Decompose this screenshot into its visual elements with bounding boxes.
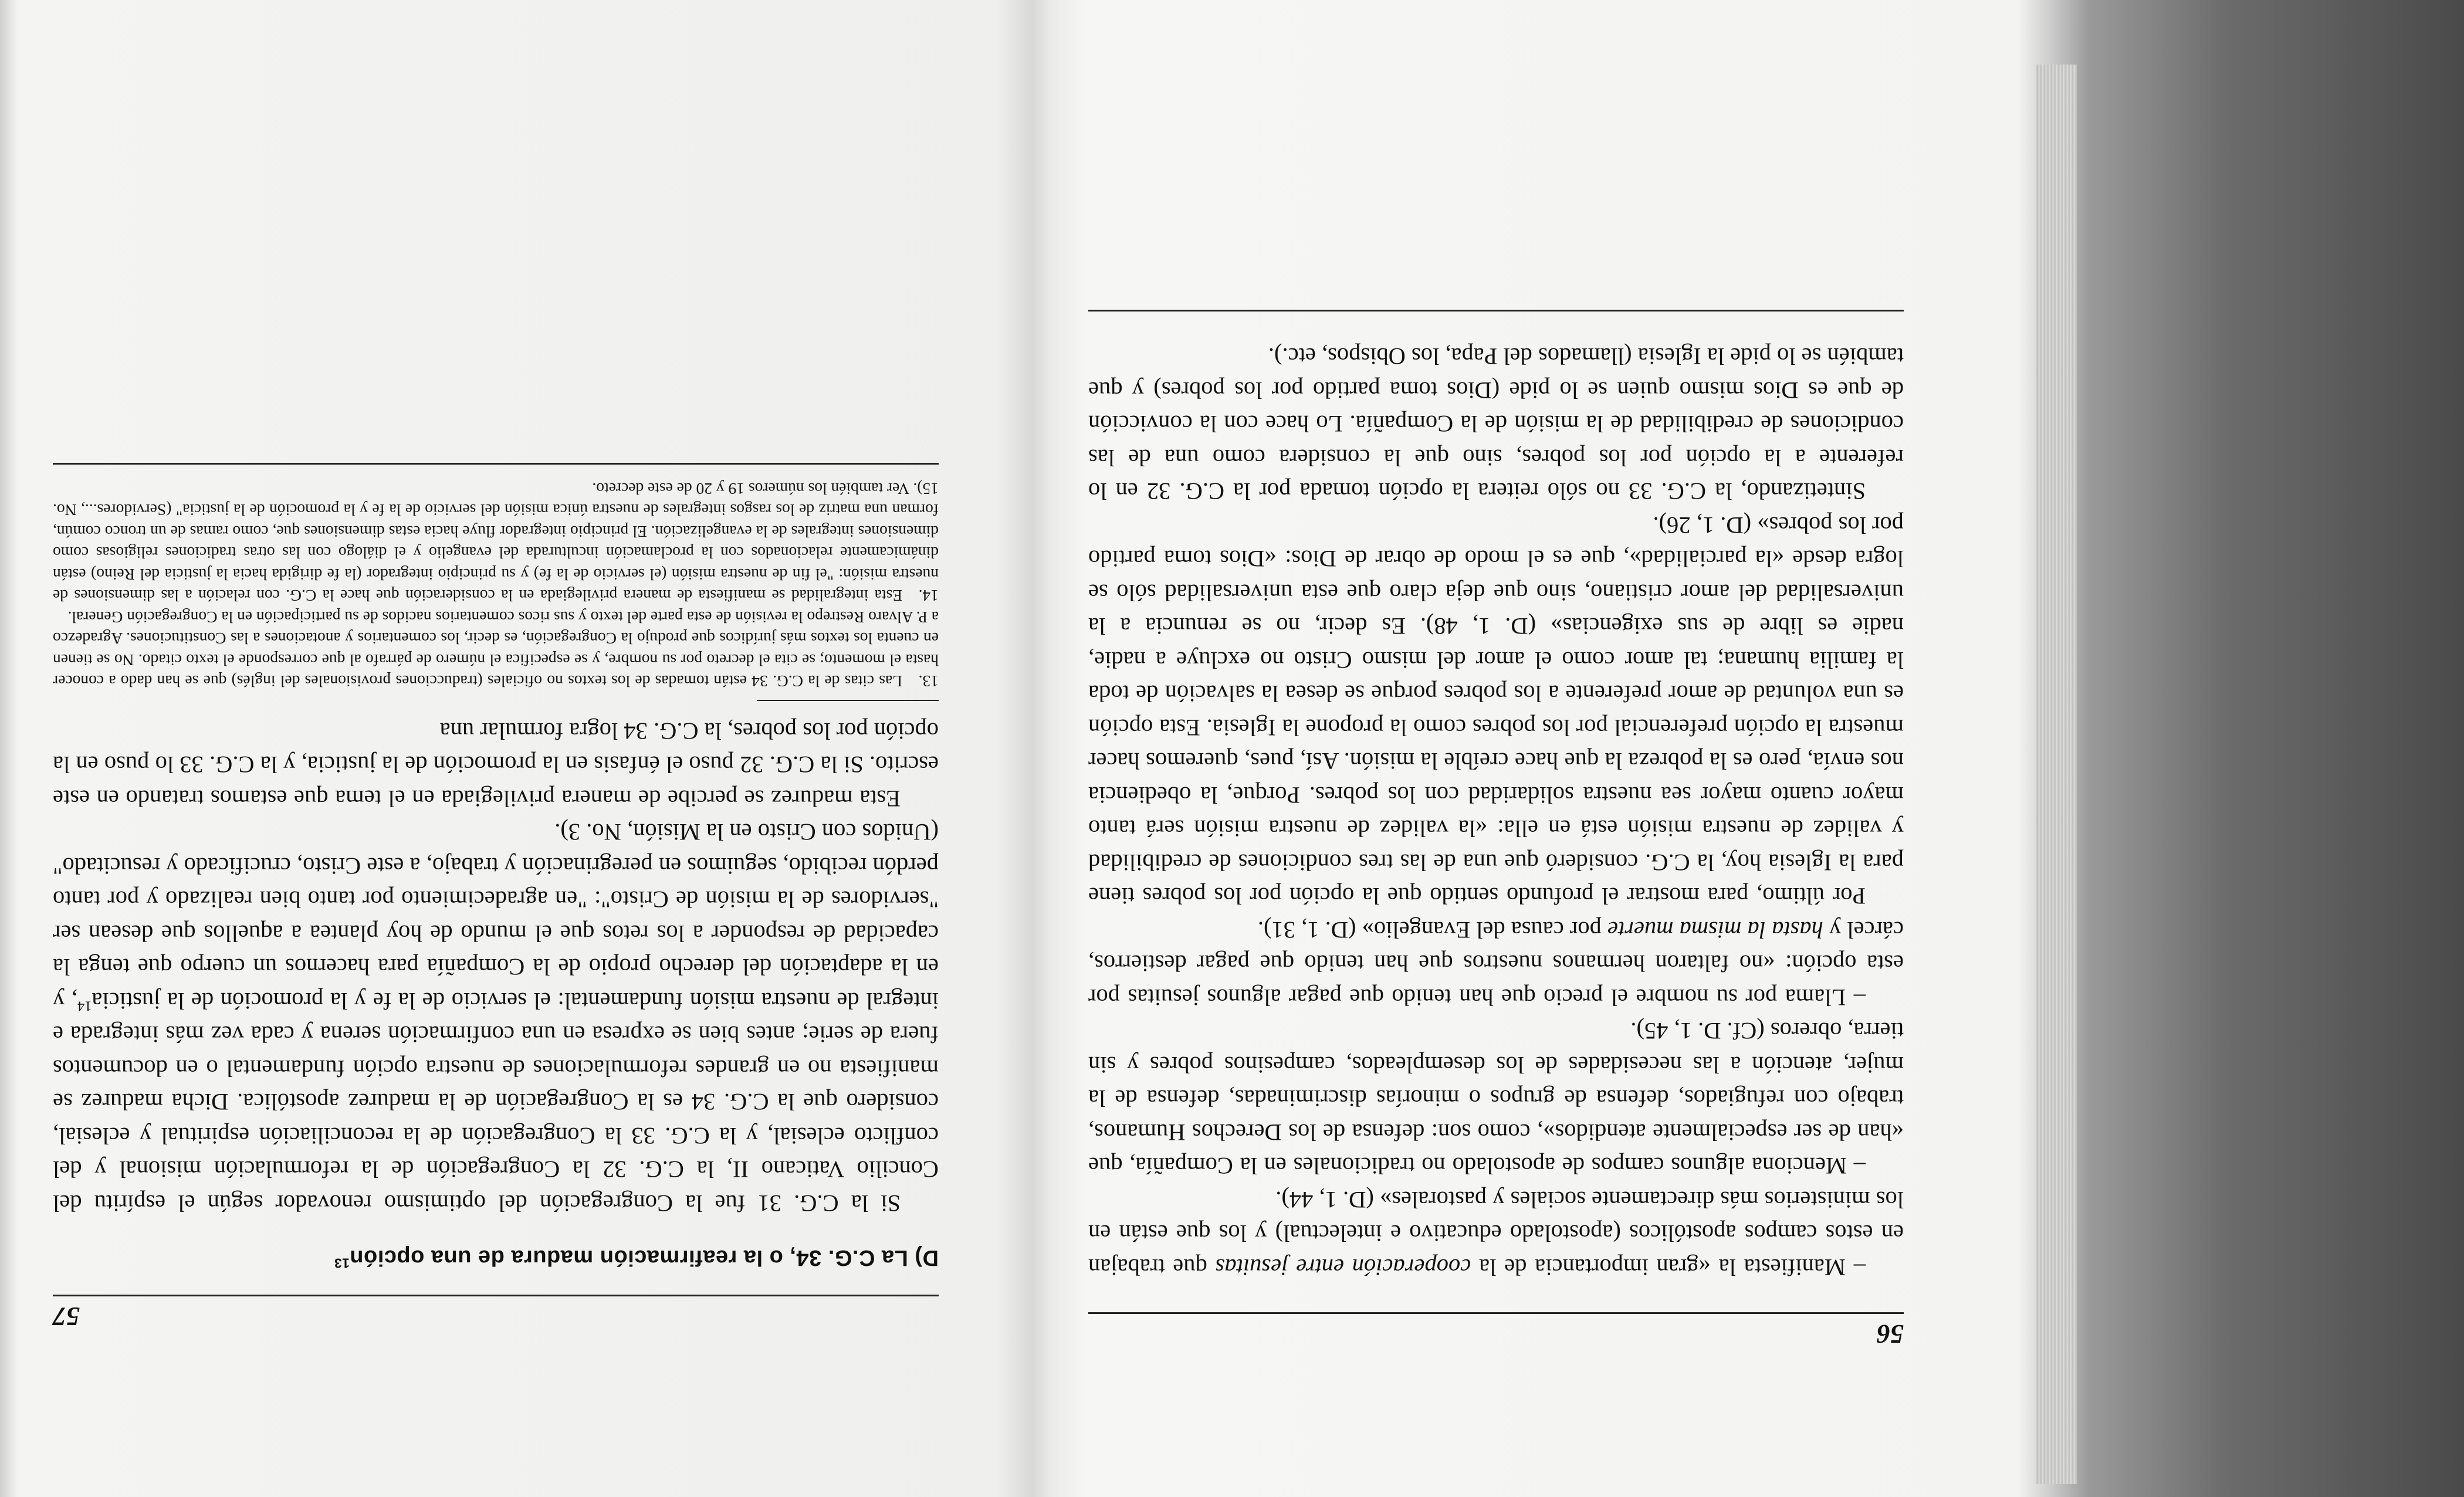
section-heading: D) La C.G. 34, o la reafirmación madura de una opción$^{13}$ — [334, 1245, 939, 1271]
page-number: 57 — [53, 1302, 80, 1332]
paragraph: Esta madurez se percibe de manera privilegiada en el tema que estamos tratando en este escrito. Si la C.G. 32 puso el énfasis en la promoción de la justicia, y la C.G. 33 lo puso en la opción por los pobres, la C.G. 34 logra formular una — [53, 718, 939, 812]
body-text — [1088, 340, 1904, 1284]
footnote-ref: 14 — [77, 998, 92, 1014]
running-header — [1088, 1314, 1904, 1355]
footnote-rule — [757, 700, 939, 702]
header-rule — [53, 1295, 939, 1296]
footnote: 13.Las citas de la C.G. 34 están tomadas de los textos no oficiales (traducciones provisionales del inglés) que se han dado a conocer hasta el momento; se cita el decreto por su nombre, y se especifica el número de párrafo al que corresponde el texto citado. No se tienen en cuenta los textos más jurídicos que produjo la Congregación, es decir, los comentarios y anotaciones a las Constituciones. Agradezco a P. Alvaro Restrepo la revisión de esta parte del texto y sus ricos comentarios nacidos de su participación en la Congregación General. — [53, 608, 939, 691]
paragraph: Si la C.G. 31 fue la Congregación del optimismo renovador según el espíritu del Concilio Vaticano II, la C.G. 32 la Congregación de la reformulación misional y del conflicto eclesial, y la C.G. 33 la Congregación de la reconciliación espiritual y eclesial, considero que la C.G. 34 es la Congregación de la madurez apostólica. Dicha madurez se manifiesta no en grandes reformulaciones de nuestra opción fundamental o en documentos fuera de serie; antes bien se expresa en una confirmación serena y cada vez más integrada e integral de nuestra misión fundamental: el servicio de la fe y la promoción de la justicia$^{14}$, y en la adaptación del derecho propio de la Compañía para hacernos un cuerpo que tenga la capacidad de responder a los retos que el mundo de hoy plantea a aquellos que desean ser "servidores de la misión de Cristo": "en agradecimiento por tanto bien realizado y por tanto perdón recibido, seguimos en peregrinación y trabajo, a este Cristo, crucificado y resucitado" (Unidos con Cristo en la Misión, No. 3). — [53, 819, 939, 1217]
page-56 — [1088, 188, 1904, 1355]
paragraph: Sintetizando, la C.G. 33 no sólo reitera la opción tomada por la C.G. 32 en lo referente a la opción por los pobres, sino que la considera como una de las condiciones de credibilidad de la misión de la Compañía. Lo hace con la convicción de que es Dios mismo quien se lo pide (Dios toma partido por los pobres) y que también se lo pide la Iglesia (llamados del Papa, los Obispos, etc.). — [1088, 343, 1904, 505]
paragraph: Por último, para mostrar el profundo sentido que la opción por los pobres tiene para la Iglesia hoy, la C.G. consideró que una de las tres condiciones de credibilidad y validez de nuestra misión está en ella: «la validez de nuestra misión será tanto mayor cuanto mayor sea nuestra solidaridad con los pobres. Porque, la obediencia nos envía, pero es la pobreza la que hace creíble la misión. Así, pues, queremos hacer muestra la opción preferencial por los pobres como la propone la Iglesia. Esta opción es una voluntad de amor preferente a los pobres porque se desea la salvación de toda la familia humana; tal amor como el amor del mismo Cristo no excluye a nadie, nadie es libre de sus exigencias» (D. 1, 48). Es decir, no se renuncia a la universalidad del amor cristiano, sino que deja claro que esta universalidad sólo se logra desde «la parcialidad», que es el modo de obrar de Dios: «Dios toma partido por los pobres» (D. 1, 26). — [1088, 512, 1904, 910]
left-edge-shadow — [0, 0, 18, 1497]
body-text — [53, 714, 939, 1221]
page-number: 56 — [1877, 1319, 1904, 1350]
footnote: 14.Esta integralidad se manifiesta de manera privilegiada en la consideración que hace la C.G. con relación a las dimensiones de nuestra misión: "el fin de nuestra misión (el servicio de la fe) y su principio integrador (la fe dirigida hacia la justicia del Reino) están dinámicamente relacionados con la proclamación inculturada del evangelio y el diálogo con las otras tradiciones religiosas como dimensiones integrales de la evangelización. El principio integrador fluye hacia estas dimensiones que, como ramas de un tronco común, forman una matriz de los rasgos integrales de nuestra única misión del servicio de la fe y la promoción de la justicia" (Servidores..., No. 15). Ver también los números 19 y 20 de este decreto. — [53, 480, 939, 605]
footnotes — [53, 478, 939, 692]
footer-rule — [1088, 310, 1904, 311]
footer-rule — [53, 463, 939, 465]
list-item: – Menciona algunos campos de apostolado no tradicionales en la Compañía, que «han de ser especialmente atendidos», como son: defensa de los Derechos Humanos, trabajo con refugiados, defensa de grupos o minorías discriminadas, defensa de la mujer, atención a las necesidades de los desempleados, campesinos pobres y sin tierra, obreros (Cf. D. 1, 45). — [1088, 1018, 1904, 1180]
running-header — [53, 1296, 939, 1337]
list-item: – Llama por su nombre el precio que han tenido que pagar algunos jesuitas por esta opción: «no faltaron hermanos nuestros que han tenido que pagar destierros, cárcel y hasta la misma muerte por causa del Evangelio» (D. 1, 31). — [1088, 917, 1904, 1011]
list-item: – Manifiesta la «gran importancia de la cooperación entre jesuitas que trabajan en estos campos apostólicos (apostolado educativo e intelectual) y los que están en los ministerios más directamente sociales y pastorales» (D. 1, 44). — [1088, 1187, 1904, 1281]
page-57 — [53, 135, 939, 1337]
header-rule — [1088, 1312, 1904, 1314]
page-edge-stack — [2036, 65, 2077, 1484]
heading-footnote-ref: 13 — [334, 1255, 350, 1271]
